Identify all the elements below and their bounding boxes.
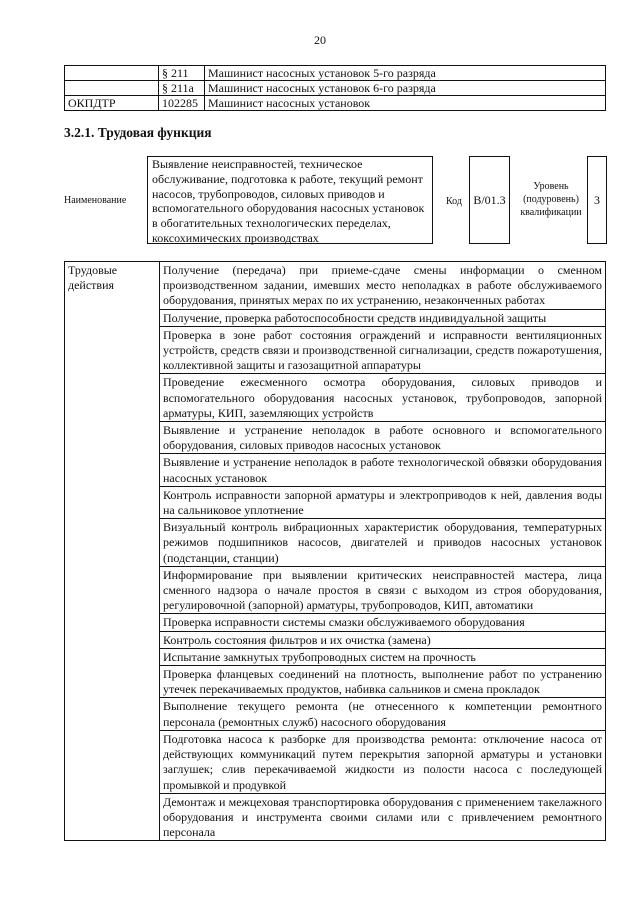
section-title: 3.2.1. Трудовая функция: [64, 125, 212, 140]
classifier-code: § 211а: [159, 81, 205, 96]
labour-action: Проверка исправности системы смазки обслуживаемого оборудования: [160, 614, 606, 631]
labour-action: Проведение ежесменного осмотра оборудования, силовых приводов и вспомогательного оборудования насосных установок, трубопроводов, запорной арматуры, КИП, заземляющих устройств: [160, 374, 606, 422]
labour-action: Получение (передача) при приеме-сдаче смены информации о сменном производственном задании, имевших место неполадках в работе обслуживаемого оборудования, принятых мерах по их устранению, незаконченных работах: [160, 262, 606, 310]
labour-action: Подготовка насоса к разборке для производства ремонта: отключение насоса от действующих коммуникаций путем перекрытия запорной арматуры и установки заглушек; слив перекачиваемой жидкости из полости насоса с последующей промывкой и продувкой: [160, 730, 606, 793]
labour-actions-label: Трудовые действия: [65, 262, 160, 841]
classifier-cell: ОКПДТР: [65, 96, 159, 111]
labour-action: Контроль состояния фильтров и их очистка (замена): [160, 631, 606, 648]
classifier-cell: [65, 81, 159, 96]
function-name-label: Наименование: [64, 195, 127, 206]
function-code-label: Код: [446, 196, 462, 207]
classifier-table: [64, 65, 606, 111]
labour-action: Выполнение текущего ремонта (не отнесенного к компетенции ремонтного персонала (ремонтных служб) насосного оборудования: [160, 698, 606, 730]
qualification-level: 3: [587, 156, 607, 244]
classifier-row: [65, 66, 606, 81]
function-code: B/01.3: [469, 156, 510, 244]
function-name: Выявление неисправностей, техническое обслуживание, подготовка к работе, текущий ремонт насосов, трубопроводов, силовых приводов и вспомогательного оборудования насосных установок в обогатительных технологических переделах, коксохимических производствах: [147, 156, 433, 244]
labour-action: Проверка в зоне работ состояния ограждений и исправности вентиляционных устройств, средств связи и производственной сигнализации, средств пожаротушения, коллективной защиты и газозащитной аппаратуры: [160, 326, 606, 374]
classifier-row: [65, 96, 606, 111]
labour-action: Информирование при выявлении критических неисправностей мастера, лица сменного надзора о начале простоя в связи с выходом из строя оборудования, регулировочной (запорной) арматуры, трубопроводов, КИП, автоматики: [160, 566, 606, 614]
labour-actions-table: [64, 261, 606, 841]
qualification-level-label: Уровень (подуровень) квалификации: [520, 181, 582, 218]
labour-action: Контроль исправности запорной арматуры и электроприводов к ней, давления воды на сальниковое уплотнение: [160, 486, 606, 518]
labour-action: Получение, проверка работоспособности средств индивидуальной защиты: [160, 309, 606, 326]
labour-action: Выявление и устранение неполадок в работе технологической обвязки оборудования насосных установок: [160, 454, 606, 486]
labour-action: Выявление и устранение неполадок в работе основного и вспомогательного оборудования, силовых приводов насосных установок: [160, 422, 606, 454]
labour-action: Проверка фланцевых соединений на плотность, выполнение работ по устранению утечек перекачиваемых продуктов, набивка сальников и смена прокладок: [160, 666, 606, 698]
labour-action: Испытание замкнутых трубопроводных систем на прочность: [160, 648, 606, 665]
labour-action: Демонтаж и межцеховая транспортировка оборудования с применением такелажного оборудования и инструмента своими силами или с привлечением ремонтного персонала: [160, 793, 606, 841]
labour-action: Визуальный контроль вибрационных характеристик оборудования, температурных режимов подшипников насосов, двигателей и приводов насосных установок (подстанции, станции): [160, 519, 606, 567]
classifier-name: Машинист насосных установок 5-го разряда: [205, 66, 606, 81]
page-number: 20: [314, 33, 326, 47]
classifier-code: § 211: [159, 66, 205, 81]
classifier-row: [65, 81, 606, 96]
table-row: [65, 262, 606, 310]
classifier-code: 102285: [159, 96, 205, 111]
classifier-cell: [65, 66, 159, 81]
classifier-name: Машинист насосных установок 6-го разряда: [205, 81, 606, 96]
classifier-name: Машинист насосных установок: [205, 96, 606, 111]
